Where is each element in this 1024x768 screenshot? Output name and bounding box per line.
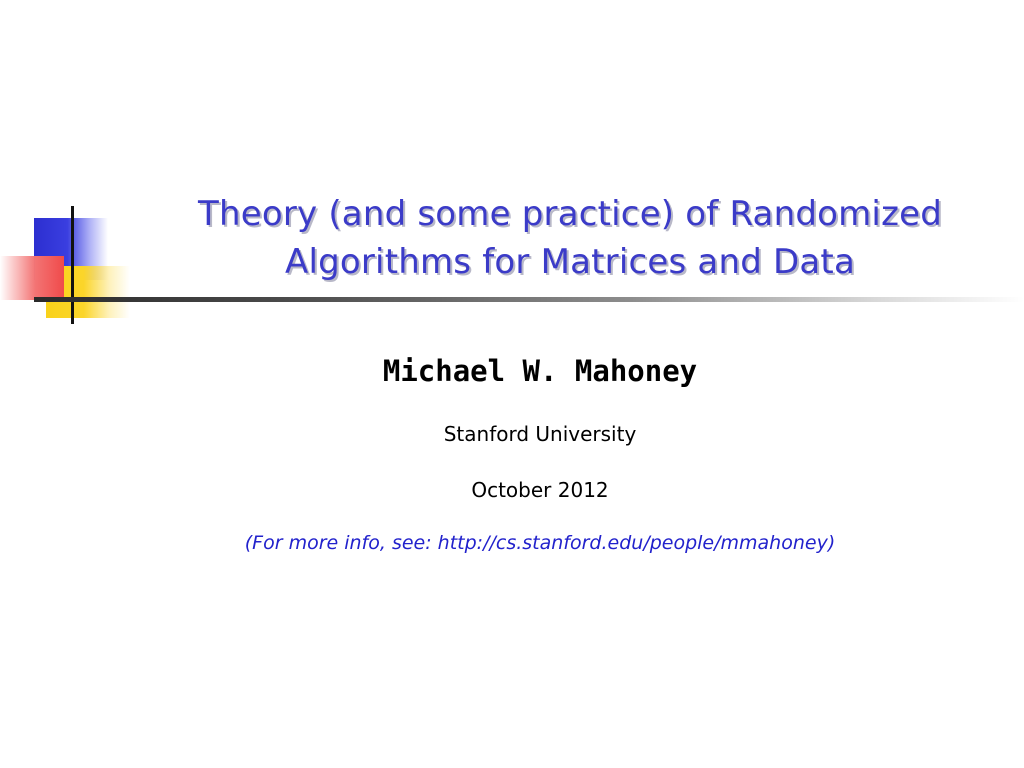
- author-name: Michael W. Mahoney: [382, 354, 698, 388]
- slide-title: [130, 190, 1010, 286]
- logo-vertical-line: [71, 206, 74, 324]
- title-divider-line: [34, 297, 1024, 302]
- more-info-link[interactable]: (For more info, see: http://cs.stanford.edu/people/mmahoney): [244, 532, 836, 554]
- slide-title-line-1: Theory (and some practice) of Randomized: [197, 194, 943, 234]
- slide-title-line-2: Algorithms for Matrices and Data: [284, 242, 855, 282]
- logo-red-bar: [0, 256, 64, 300]
- decorative-logo-icon: [0, 200, 140, 330]
- affiliation: Stanford University: [443, 422, 637, 446]
- presentation-date: October 2012: [471, 478, 609, 502]
